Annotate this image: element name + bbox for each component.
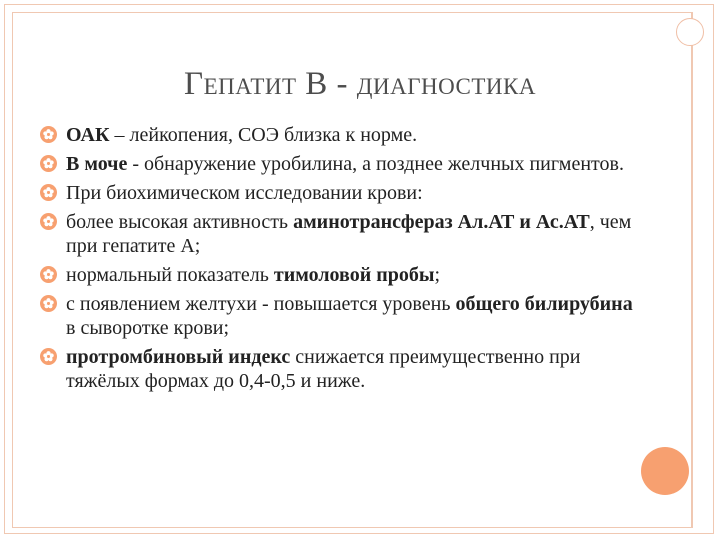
bullet-item: [40, 345, 640, 393]
bullet-bold-text: общего билирубина: [455, 293, 633, 315]
decorative-circle-bottom: [641, 447, 689, 495]
bullet-text: более высокая активность: [66, 211, 294, 233]
flower-bullet-icon: [40, 155, 57, 172]
bullet-bold-text: аминотрансфераз Ал.АТ и Ас.АТ: [293, 211, 590, 233]
bullet-list: [40, 123, 640, 398]
flower-bullet-icon: [40, 295, 57, 312]
bullet-text: ;: [434, 264, 441, 286]
bullet-item: [40, 263, 640, 287]
bullet-text: – лейкопения, СОЭ близка к норме.: [109, 124, 418, 146]
bullet-item: [40, 210, 640, 258]
bullet-item: [40, 123, 640, 147]
bullet-text: с появлением желтухи - повышается уровень: [66, 293, 456, 315]
flower-bullet-icon: [40, 126, 57, 143]
flower-bullet-icon: [40, 266, 57, 283]
flower-bullet-icon: [40, 348, 57, 365]
slide-title: Гепатит В - диагностика: [184, 66, 536, 102]
bullet-bold-text: тимоловой пробы: [273, 264, 435, 286]
bullet-bold-text: ОАК: [66, 124, 110, 146]
flower-bullet-icon: [40, 213, 57, 230]
bullet-text: , чем при гепатите А;: [66, 211, 632, 257]
bullet-bold-text: В моче: [66, 153, 128, 175]
bullet-item: [40, 152, 640, 176]
bullet-text: снижается преимущественно при тяжёлых формах до 0,4-0,5 и ниже.: [66, 346, 581, 392]
bullet-item: [40, 181, 640, 205]
bullet-text: нормальный показатель: [66, 264, 274, 286]
bullet-text: - обнаружение уробилина, а позднее желчных пигментов.: [127, 153, 624, 175]
bullet-item: [40, 292, 640, 340]
decorative-circle-top: [676, 18, 704, 46]
bullet-bold-text: протромбиновый индекс: [66, 346, 291, 368]
bullet-text: При биохимическом исследовании крови:: [66, 182, 423, 204]
bullet-text: в сыворотке крови;: [66, 317, 230, 339]
flower-bullet-icon: [40, 184, 57, 201]
